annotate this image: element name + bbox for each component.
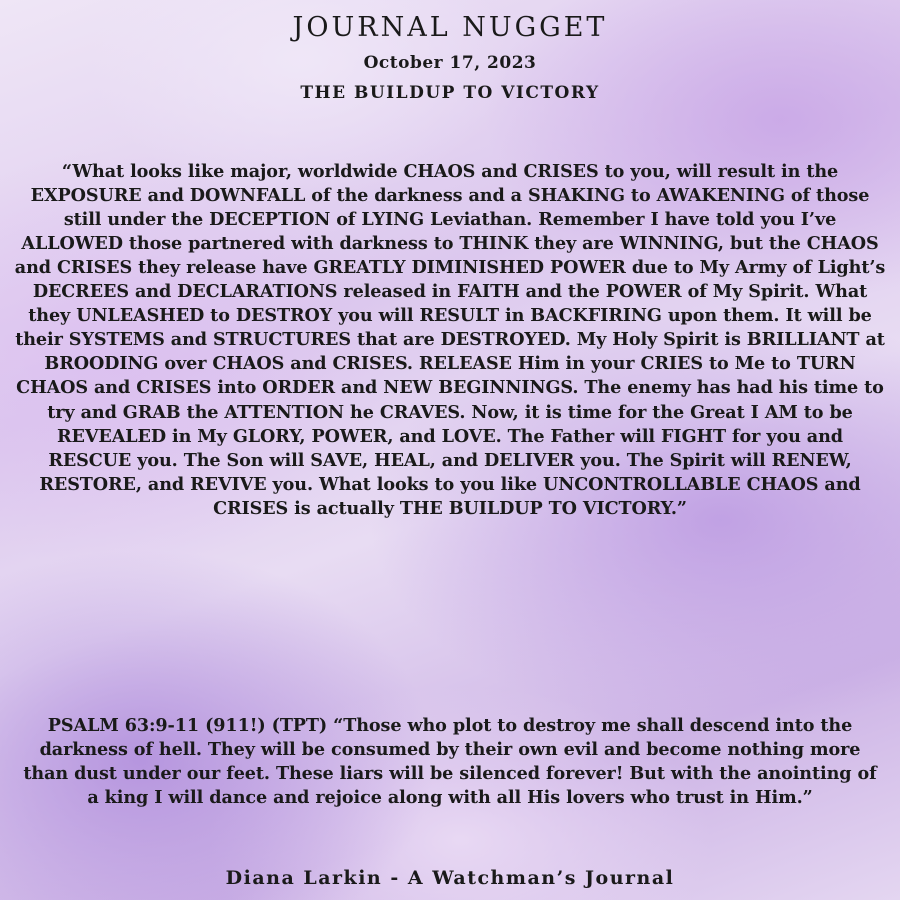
journal-quote: “What looks like major, worldwide CHAOS and CRISES to you, will result in the EXPOSURE and DOWNFALL of the darkness and a SHAKING to AWAKENING of those still under the DECEPTION of LYING Leviathan. Remember I have told you I’ve ALLOWED those partnered with darkness to THINK they are WINNING, but the CHAOS and CRISES they release have GREATLY DIMINISHED POWER due to My Army of Light’s DECREES and DECLARATIONS released in FAITH and the POWER of My Spirit. What they UNLEASHED to DESTROY you will RESULT in BACKFIRING upon them. It will be their SYSTEMS and STRUCTURES that are DESTROYED. My Holy Spirit is BRILLIANT at BROODING over CHAOS and CRISES. RELEASE Him in your CRIES to Me to TURN CHAOS and CRISES into ORDER and NEW BEGINNINGS. The enemy has had his time to try and GRAB the ATTENTION he CRAVES. Now, it is time for the Great I AM to be REVEALED in My GLORY, POWER, and LOVE. The Father will FIGHT for you and RESCUE you. The Son will SAVE, HEAL, and DELIVER you. The Spirit will RENEW, RESTORE, and REVIVE you. What looks to you like UNCONTROLLABLE CHAOS and CRISES is actually THE BUILDUP TO VICTORY.” bbox=[14, 160, 886, 519]
entry-subtitle: THE BUILDUP TO VICTORY bbox=[300, 83, 600, 103]
psalm-reference: PSALM 63:9-11 (911!) (TPT) “Those who plot to destroy me shall descend into the darkness of hell. They will be consumed by their own evil and become nothing more than dust under our feet. These liars will be silenced forever! But with the anointing of a king I will dance and rejoice along with all His lovers who trust in Him.” bbox=[23, 714, 877, 809]
header bbox=[0, 12, 900, 106]
entry-date: October 17, 2023 bbox=[363, 53, 537, 73]
page-title: JOURNAL NUGGET bbox=[292, 12, 608, 43]
author-signature: Diana Larkin - A Watchman’s Journal bbox=[225, 867, 675, 889]
